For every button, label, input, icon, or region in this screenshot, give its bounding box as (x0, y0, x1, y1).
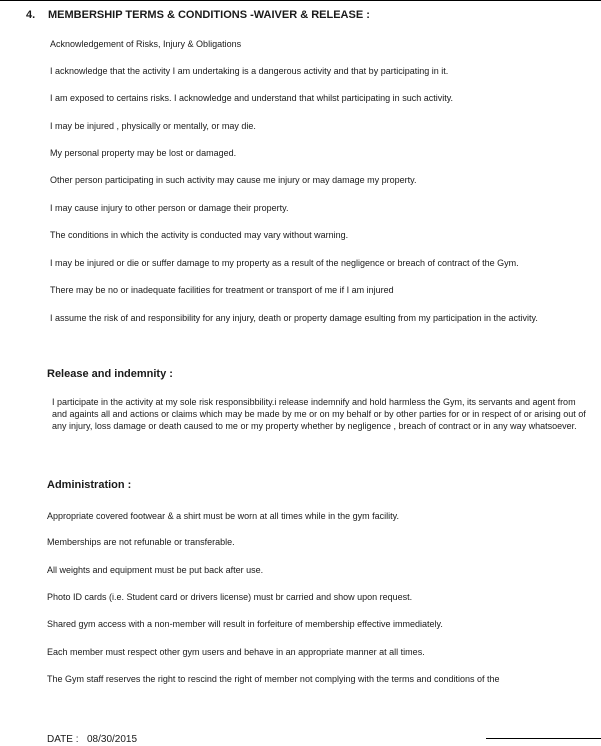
section-number: 4. (26, 9, 36, 21)
release-heading: Release and indemnity : (47, 368, 173, 380)
date-value: 08/30/2015 (87, 734, 138, 745)
release-text: I participate in the activity at my sole risk responsibbility.i release indemnify and hold harmless the Gym, its servants and agent from and againts all and actions or claims which may be made by me or on my behalf or by other parties for or in respect of or arising out of any injury, loss damage or death caused to me or my property whether by negligence , breach of contract or in any way whatsoever. (52, 397, 586, 431)
admin-item: All weights and equipment must be put back after use. (47, 565, 264, 575)
admin-item: Each member must respect other gym users and behave in an appropriate manner at all times. (47, 647, 425, 657)
admin-item: Memberships are not refunable or transferable. (47, 537, 235, 547)
admin-item: Appropriate covered footwear & a shirt must be worn at all times while in the gym facility. (47, 511, 399, 521)
signature-line (486, 738, 601, 739)
top-border (0, 0, 601, 1)
risk-item: There may be no or inadequate facilities for treatment or transport of me if I am injured (50, 285, 394, 295)
risk-item: I assume the risk of and responsibility for any injury, death or property damage esulting from my participation in the activity. (50, 313, 538, 323)
administration-heading: Administration : (47, 479, 132, 491)
risk-item: Other person participating in such activity may cause me injury or may damage my property. (50, 175, 417, 185)
risk-item: I may be injured , physically or mentally, or may die. (50, 121, 256, 131)
date-label: DATE : (47, 734, 79, 745)
risk-item: The conditions in which the activity is conducted may vary without warning. (50, 230, 349, 240)
risk-item: I acknowledge that the activity I am undertaking is a dangerous activity and that by participating in it. (50, 66, 449, 76)
risk-item: My personal property may be lost or damaged. (50, 148, 237, 158)
admin-item: Shared gym access with a non-member will result in forfeiture of membership effective immediately. (47, 619, 443, 629)
risks-intro: Acknowledgement of Risks, Injury & Obligations (50, 39, 242, 49)
admin-item: The Gym staff reserves the right to rescind the right of member not complying with the terms and conditions of the (47, 674, 500, 684)
risk-item: I am exposed to certains risks. I acknowledge and understand that whilst participating in such activity. (50, 93, 454, 103)
section-title: MEMBERSHIP TERMS & CONDITIONS -WAIVER & RELEASE : (48, 9, 370, 21)
risk-item: I may cause injury to other person or damage their property. (50, 203, 289, 213)
risk-item: I may be injured or die or suffer damage to my property as a result of the negligence or breach of contract of the Gym. (50, 258, 519, 268)
admin-item: Photo ID cards (i.e. Student card or drivers license) must br carried and show upon request. (47, 592, 413, 602)
